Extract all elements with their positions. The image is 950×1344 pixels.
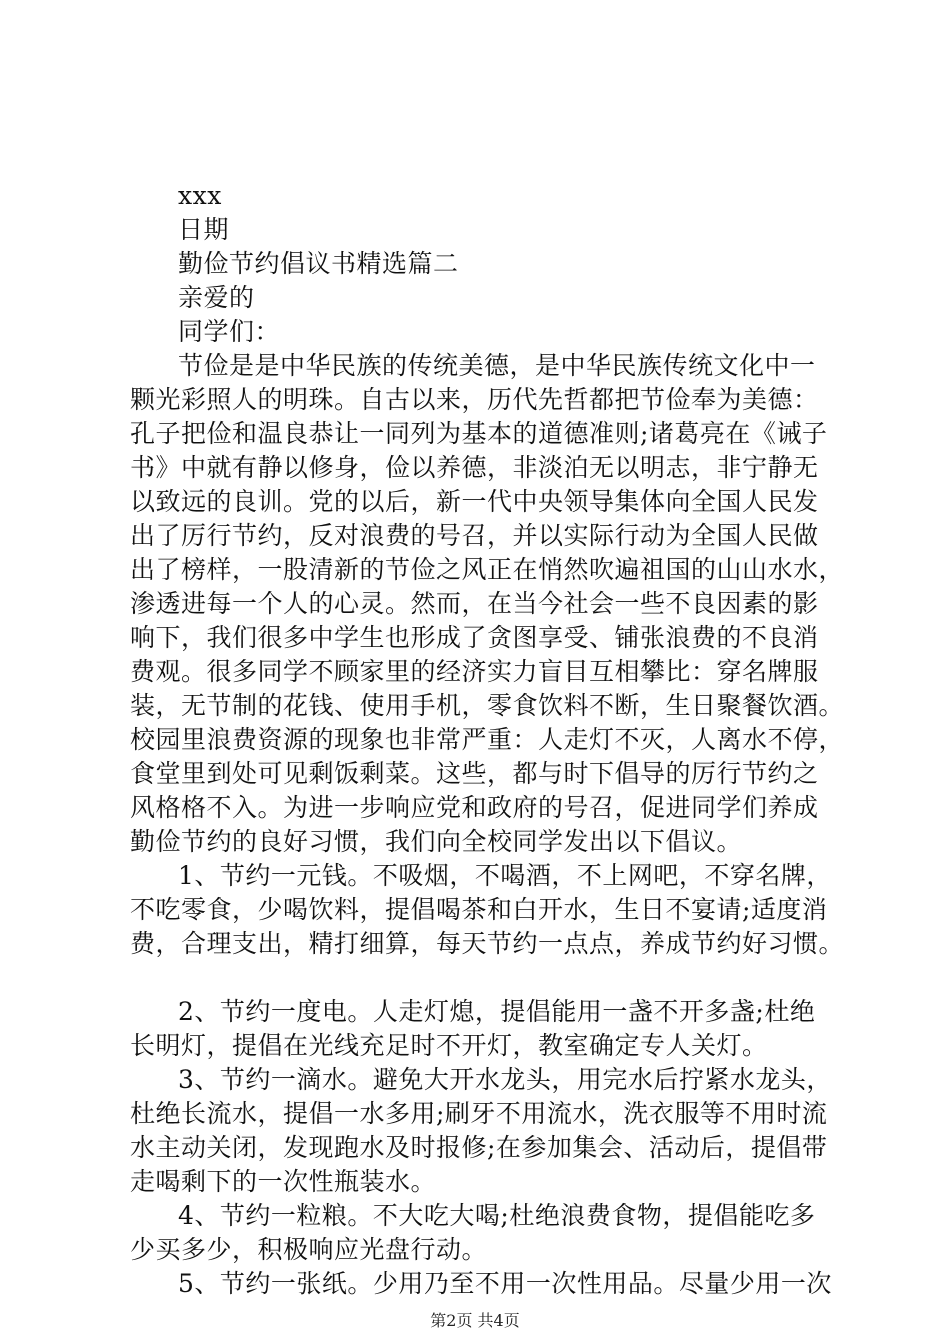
paragraph-line: 食堂里到处可见剩饭剩菜。这些，都与时下倡导的厉行节约之 (130, 759, 819, 788)
paragraph-line: 装，无节制的花钱、使用手机，零食饮料不断，生日聚餐饮酒。 (130, 691, 845, 720)
paragraph-line: 渗透进每一个人的心灵。然而，在当今社会一些不良因素的影 (130, 589, 819, 618)
paragraph-line: 费观。很多同学不顾家里的经济实力盲目互相攀比：穿名牌服 (130, 657, 819, 686)
proposal-item-line: 长明灯，提倡在光线充足时不开灯，教室确定专人关灯。 (130, 1031, 768, 1060)
paragraph-line: 风格格不入。为进一步响应党和政府的号召，促进同学们养成 (130, 793, 819, 822)
paragraph-line: 书》中就有静以修身，俭以养德，非淡泊无以明志，非宁静无 (130, 453, 819, 482)
proposal-item-line: 1、节约一元钱。不吸烟，不喝酒，不上网吧，不穿名牌， (178, 861, 832, 890)
salutation-line: 同学们： (178, 317, 281, 346)
proposal-item-line: 3、节约一滴水。避免大开水龙头，用完水后拧紧水龙头， (178, 1065, 832, 1094)
salutation-line: 亲爱的 (178, 283, 255, 312)
paragraph-line: 出了厉行节约，反对浪费的号召，并以实际行动为全国人民做 (130, 521, 819, 550)
paragraph-line: 勤俭节约的良好习惯，我们向全校同学发出以下倡议。 (130, 827, 743, 856)
paragraph-line: 节俭是是中华民族的传统美德，是中华民族传统文化中一 (178, 351, 816, 380)
proposal-item-line: 杜绝长流水，提倡一水多用;刷牙不用流水，洗衣服等不用时流 (130, 1099, 828, 1128)
paragraph-line: 颗光彩照人的明珠。自古以来，历代先哲都把节俭奉为美德： (130, 385, 819, 414)
paragraph-line: 出了榜样，一股清新的节俭之风正在悄然吹遍祖国的山山水水， (130, 555, 845, 584)
proposal-item-line: 不吃零食，少喝饮料，提倡喝茶和白开水，生日不宴请;适度消 (130, 895, 828, 924)
paragraph-line: 响下，我们很多中学生也形成了贪图享受、铺张浪费的不良消 (130, 623, 819, 652)
proposal-item-line: 4、节约一粒粮。不大吃大喝;杜绝浪费食物，提倡能吃多 (178, 1201, 816, 1230)
paragraph-line: 校园里浪费资源的现象也非常严重：人走灯不灭，人离水不停， (130, 725, 845, 754)
proposal-item-line: 2、节约一度电。人走灯熄，提倡能用一盏不开多盏;杜绝 (178, 997, 816, 1026)
date-line: 日期 (178, 215, 230, 244)
paragraph-line: 孔子把俭和温良恭让一同列为基本的道德准则;诸葛亮在《诫子 (130, 419, 828, 448)
paragraph-line: 以致远的良训。党的以后，新一代中央领导集体向全国人民发 (130, 487, 819, 516)
proposal-item-line: 费，合理支出，精打细算，每天节约一点点，养成节约好习惯。 (130, 929, 845, 958)
section-title: 勤俭节约倡议书精选篇二 (178, 249, 459, 278)
proposal-item-line: 水主动关闭，发现跑水及时报修;在参加集会、活动后，提倡带 (130, 1133, 828, 1162)
page-footer: 第2页 共4页 (430, 1311, 520, 1330)
proposal-item-line: 少买多少，积极响应光盘行动。 (130, 1235, 488, 1264)
proposal-item-line: 走喝剩下的一次性瓶装水。 (130, 1167, 437, 1196)
signature-name: xxx (178, 181, 222, 210)
proposal-item-line: 5、节约一张纸。少用乃至不用一次性用品。尽量少用一次 (178, 1269, 832, 1298)
